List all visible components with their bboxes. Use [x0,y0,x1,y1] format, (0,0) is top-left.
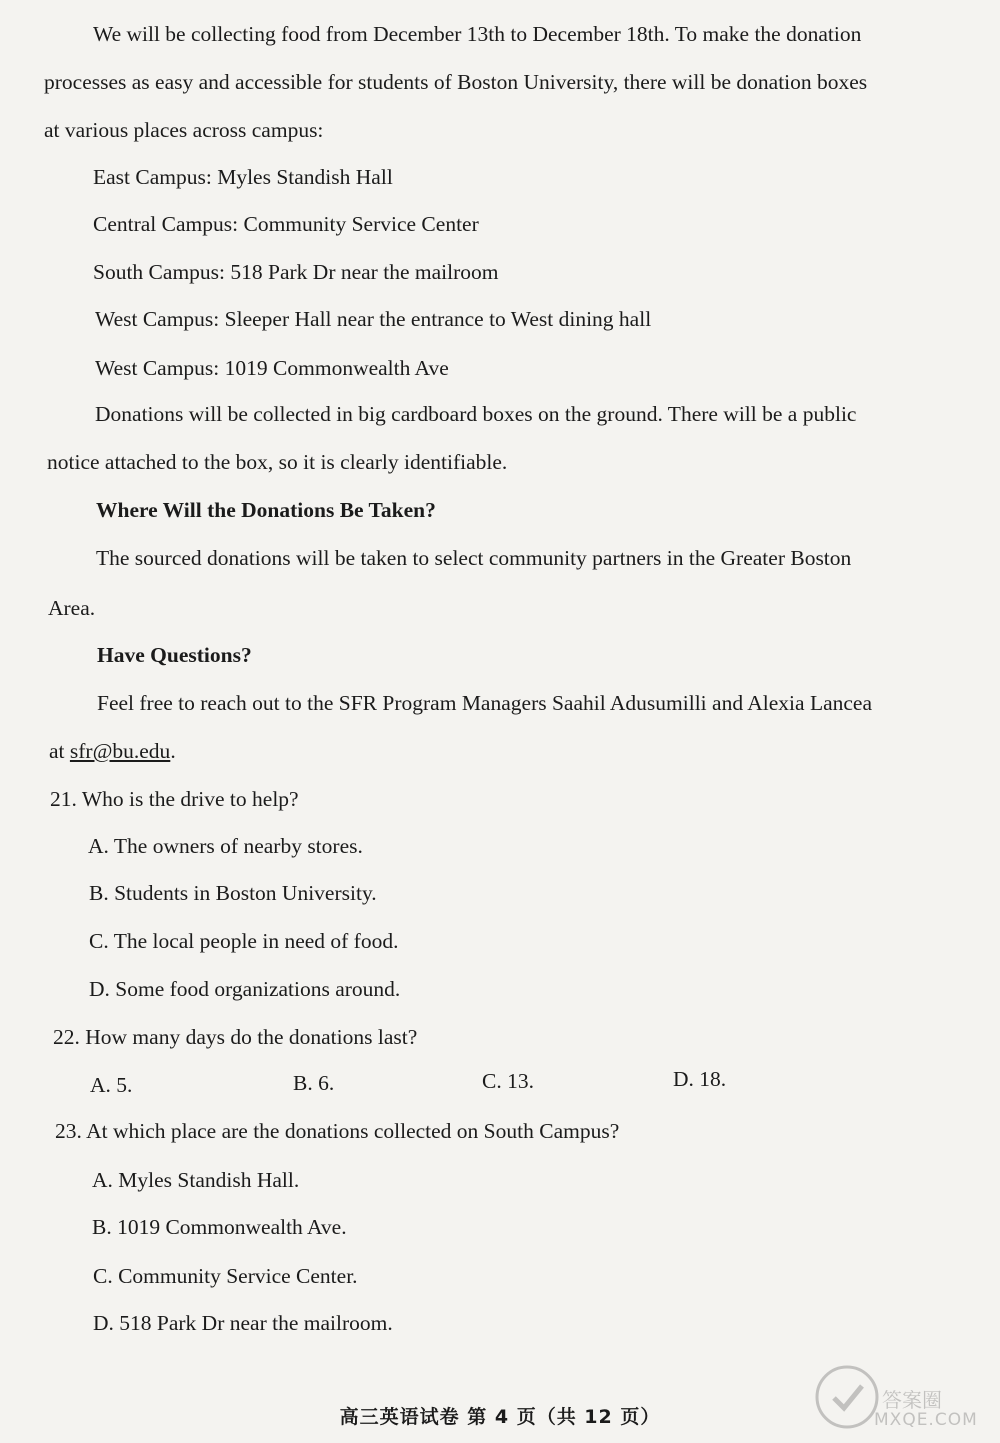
where-line-2: Area. [48,596,96,620]
location-west-1: West Campus: Sleeper Hall near the entrance to West dining hall [95,307,652,331]
question-23-option-b: B. 1019 Commonwealth Ave. [92,1215,347,1239]
boxes-line-2: notice attached to the box, so it is clearly identifiable. [47,450,508,474]
where-heading: Where Will the Donations Be Taken? [96,498,436,522]
where-line-1: The sourced donations will be taken to select community partners in the Greater Boston [96,546,852,570]
watermark-badge-icon [812,1362,882,1432]
intro-line-3: at various places across campus: [44,118,324,142]
question-22-option-a: A. 5. [90,1073,133,1097]
page-footer: 高三英语试卷 第 4 页（共 12 页） [339,1406,661,1428]
intro-line-1: We will be collecting food from December 13th to December 18th. To make the donation [93,22,862,46]
question-22-option-c: C. 13. [482,1069,534,1093]
question-22-option-b: B. 6. [293,1071,335,1095]
question-21-option-c: C. The local people in need of food. [89,929,399,953]
question-22-option-d: D. 18. [673,1067,727,1091]
location-west-2: West Campus: 1019 Commonwealth Ave [95,356,449,380]
question-21-stem: 21. Who is the drive to help? [50,787,299,811]
question-21-option-d: D. Some food organizations around. [89,977,401,1001]
question-23-option-a: A. Myles Standish Hall. [92,1168,300,1192]
contact-prefix: at [49,739,70,763]
question-23-option-d: D. 518 Park Dr near the mailroom. [93,1311,393,1335]
question-21-option-b: B. Students in Boston University. [89,881,377,905]
contact-suffix: . [170,739,176,763]
location-east: East Campus: Myles Standish Hall [93,165,393,189]
question-22-stem: 22. How many days do the donations last? [53,1025,418,1049]
boxes-line-1: Donations will be collected in big cardboard boxes on the ground. There will be a public [95,402,857,426]
question-23-stem: 23. At which place are the donations collected on South Campus? [55,1119,620,1143]
questions-line-1: Feel free to reach out to the SFR Program Managers Saahil Adusumilli and Alexia Lancea [97,691,872,715]
questions-line-2 [49,737,176,765]
question-21-option-a: A. The owners of nearby stores. [88,834,363,858]
watermark-logo [812,1362,982,1434]
location-central: Central Campus: Community Service Center [93,212,479,236]
location-south: South Campus: 518 Park Dr near the mailroom [93,260,499,284]
watermark-text: 答案圈 [882,1388,942,1412]
intro-line-2: processes as easy and accessible for students of Boston University, there will be donation boxes [44,70,868,94]
questions-heading: Have Questions? [97,643,252,667]
watermark-domain: MXQE.COM [874,1410,978,1430]
question-23-option-c: C. Community Service Center. [93,1264,358,1288]
contact-email-link[interactable]: sfr@bu.edu [69,739,171,763]
